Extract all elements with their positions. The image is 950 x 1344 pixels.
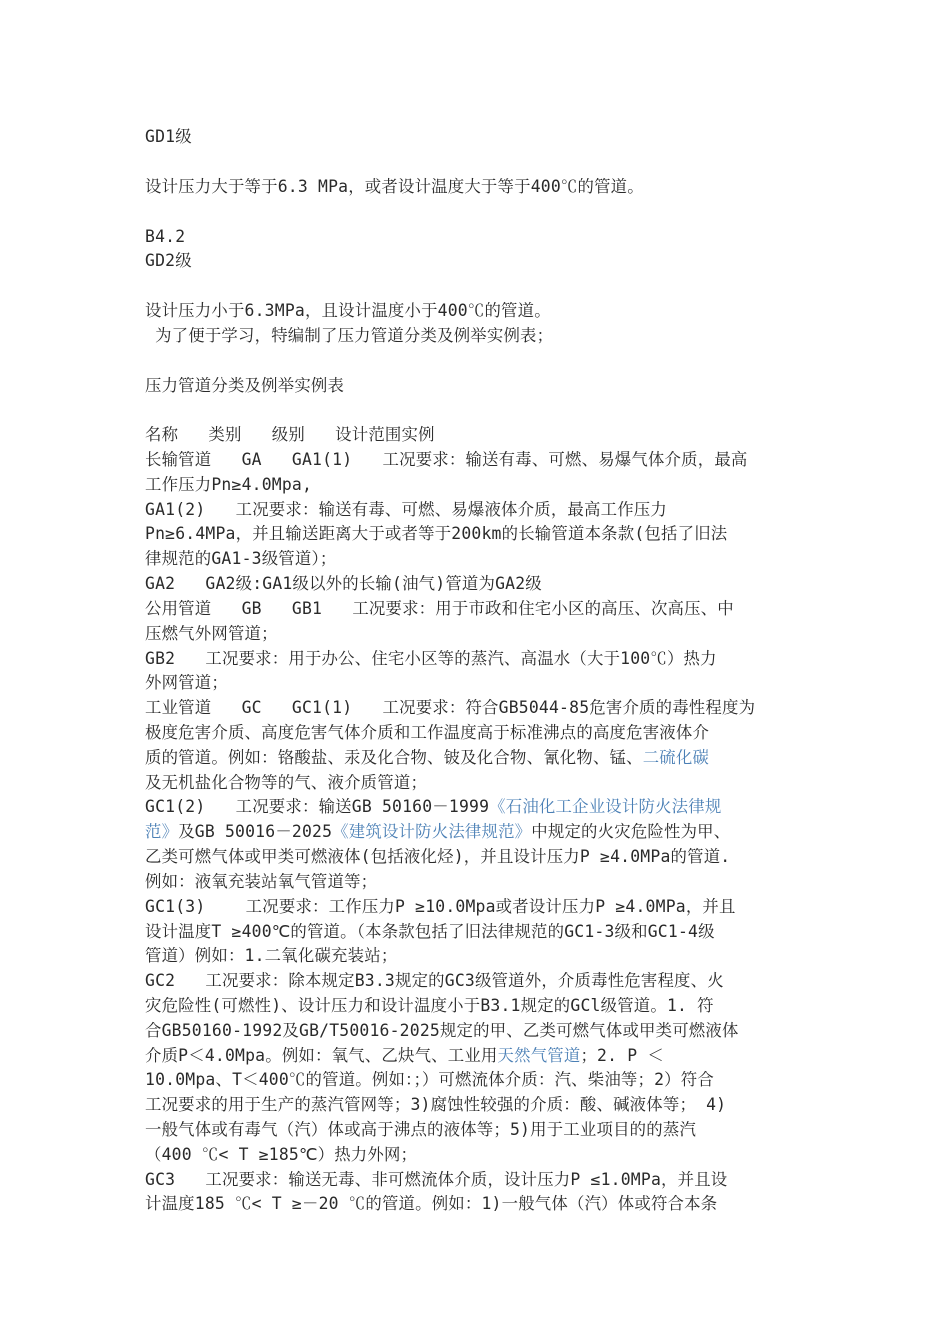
table-title — [145, 376, 344, 396]
text-segment: 质的管道。例如：铬酸盐、汞及化合物、铍及化合物、氰化物、锰、 — [145, 748, 643, 767]
text-line — [145, 922, 715, 942]
link-petrochemical-fire-code-end[interactable]: 范》 — [145, 822, 179, 841]
text-segment: GD1级 — [145, 127, 192, 146]
text-segment: ；2. P ＜ — [580, 1046, 664, 1065]
text-segment: 工况要求的用于生产的蒸汽管网等；3)腐蚀性较强的介质：酸、碱液体等； 4) — [145, 1095, 727, 1114]
text-segment: 一般气体或有毒气（汽）体或高于沸点的液体等；5)用于工业项目的的蒸汽 — [145, 1120, 697, 1139]
text-line — [145, 1194, 717, 1214]
text-segment: GC2 工况要求：除本规定B3.3规定的GC3级管道外，介质毒性危害程度、火 — [145, 971, 724, 990]
text-segment: 为了便于学习，特编制了压力管道分类及例举实例表； — [145, 326, 554, 345]
heading-gd1 — [145, 127, 192, 147]
text-segment: GC1(2) 工况要求：输送GB 50160－1999 — [145, 797, 490, 816]
text-segment: GA1(2) 工况要求：输送有毒、可燃、易爆液体介质，最高工作压力 — [145, 500, 667, 519]
text-line — [145, 1170, 727, 1190]
text-segment: 工业管道 GC GC1(1) 工况要求：符合GB5044-85危害介质的毒性程度为 — [145, 698, 756, 717]
text-line — [145, 1021, 739, 1041]
text-line — [145, 723, 709, 743]
text-segment: 合GB50160-1992及GB/T50016-2025规定的甲、乙类可燃气体或甲类可燃液体 — [145, 1021, 739, 1040]
text-line — [145, 773, 427, 793]
text-segment: 介质P＜4.0Mpa。例如：氧气、乙炔气、工业用 — [145, 1046, 498, 1065]
text-line — [145, 475, 312, 495]
link-building-fire-code[interactable]: 《建筑设计防火法律规范》 — [332, 822, 532, 841]
text-segment: 长输管道 GA GA1(1) 工况要求：输送有毒、可燃、易爆气体介质，最高 — [145, 450, 748, 469]
text-segment: 工作压力Pn≥4.0Mpa, — [145, 475, 313, 494]
text-segment: 及GB 50016－2025 — [178, 822, 333, 841]
text-segment: Pn≥6.4MPa，并且输送距离大于或者等于200km的长输管道本条款(包括了旧法 — [145, 524, 728, 543]
text-segment: 中规定的火灾危险性为甲、 — [531, 822, 731, 841]
paragraph-gd1-definition — [145, 177, 644, 197]
text-line — [145, 450, 748, 470]
text-line — [145, 1145, 417, 1165]
text-line — [145, 574, 542, 594]
text-segment: 计温度185 ℃< T ≥－20 ℃的管道。例如：1)一般气体（汽）体或符合本条 — [145, 1194, 718, 1213]
text-line — [145, 1046, 664, 1066]
link-carbon-disulfide[interactable]: 二硫化碳 — [642, 748, 710, 767]
paragraph-intro — [145, 326, 553, 346]
text-segment: 例如：液氧充装站氧气管道等； — [145, 872, 378, 891]
text-line — [145, 1095, 726, 1115]
paragraph-gd2-definition — [145, 301, 551, 321]
text-line — [145, 698, 755, 718]
link-petrochemical-fire-code[interactable]: 《石油化工企业设计防火法律规 — [489, 797, 722, 816]
text-segment: 压力管道分类及例举实例表 — [145, 376, 345, 395]
text-segment: 乙类可燃气体或甲类可燃液体(包括液化烃)，并且设计压力P ≥4.0MPa的管道. — [145, 847, 731, 866]
text-line — [145, 673, 228, 693]
text-segment: 设计温度T ≥400℃的管道。（本条款包括了旧法律规范的GC1-3级和GC1-4级 — [145, 922, 715, 941]
text-segment: GA2 GA2级:GA1级以外的长输(油气)管道为GA2级 — [145, 574, 542, 593]
text-line — [145, 797, 721, 817]
text-segment: GC1(3) 工况要求：工作压力P ≥10.0Mpa或者设计压力P ≥4.0MPa，并且 — [145, 897, 736, 916]
text-segment: 公用管道 GB GB1 工况要求：用于市政和住宅小区的高压、次高压、中 — [145, 599, 734, 618]
text-segment: 管道）例如：1.二氧化碳充装站； — [145, 946, 398, 965]
text-line — [145, 996, 714, 1016]
heading-gd2 — [145, 251, 192, 271]
text-segment: 极度危害介质、高度危害气体介质和工作温度高于标准沸点的高度危害液体介 — [145, 723, 710, 742]
text-segment: 设计压力大于等于6.3 MPa，或者设计温度大于等于400℃的管道。 — [145, 177, 644, 196]
text-line — [145, 500, 667, 520]
text-line — [145, 599, 734, 619]
text-segment: 外网管道； — [145, 673, 228, 692]
text-line — [145, 748, 709, 768]
text-line — [145, 847, 730, 867]
text-segment: （400 ℃< T ≥185℃）热力外网； — [145, 1145, 418, 1164]
section-number — [145, 227, 185, 247]
text-segment: 及无机盐化合物等的气、液介质管道； — [145, 773, 428, 792]
text-line — [145, 897, 736, 917]
text-line — [145, 971, 724, 991]
link-natural-gas-pipeline[interactable]: 天然气管道 — [497, 1046, 581, 1065]
text-line — [145, 822, 730, 842]
text-line — [145, 946, 397, 966]
text-segment: 设计压力小于6.3MPa，且设计温度小于400℃的管道。 — [145, 301, 551, 320]
text-segment: B4.2 — [145, 227, 186, 246]
text-segment: 律规范的GA1-3级管道）； — [145, 549, 337, 568]
text-segment: 名称 类别 级别 设计范围实例 — [145, 425, 435, 444]
text-line — [145, 549, 336, 569]
text-segment: GD2级 — [145, 251, 192, 270]
text-line — [145, 1120, 696, 1140]
text-line — [145, 624, 278, 644]
text-line — [145, 524, 727, 544]
text-line — [145, 649, 717, 669]
text-segment: GC3 工况要求：输送无毒、非可燃流体介质，设计压力P ≤1.0MPa，并且设 — [145, 1170, 728, 1189]
text-line — [145, 872, 377, 892]
text-segment: 10.0Mpa、T＜400℃的管道。例如：；）可燃流体介质：汽、柴油等；2）符合 — [145, 1070, 714, 1089]
text-segment: 灾危险性(可燃性)、设计压力和设计温度小于B3.1规定的GCl级管道。1. 符 — [145, 996, 714, 1015]
text-segment: GB2 工况要求：用于办公、住宅小区等的蒸汽、高温水（大于100℃）热力 — [145, 649, 717, 668]
table-header-row — [145, 425, 435, 445]
text-line — [145, 1070, 714, 1090]
text-segment: 压燃气外网管道； — [145, 624, 278, 643]
